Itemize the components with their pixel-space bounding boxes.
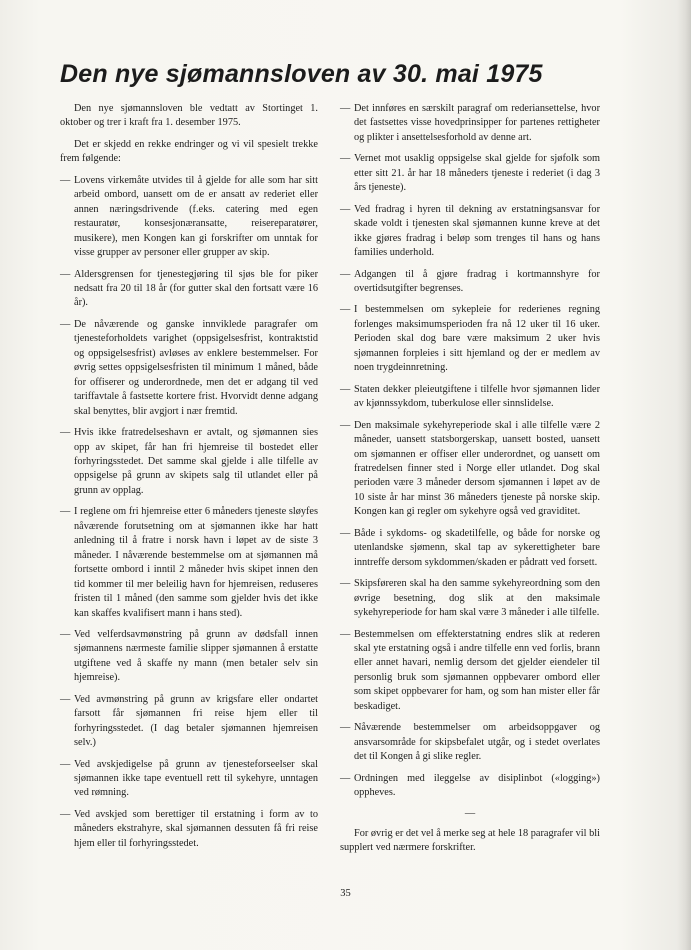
list-item xyxy=(340,203,600,261)
list-item xyxy=(340,577,600,620)
list-item-text: Ved avskjed som berettiger til erstatning i form av to måneders ekstrahyre, skal sjømannen dessuten få fri reise hjem eller til forhyringsstedet. xyxy=(74,808,318,849)
list-item-text: Skipsføreren skal ha den samme sykehyreordning som den øvrige besetning, dog slik at den maksimale sykehyreperiode for ham skal være 3 måneder i alle tilfelle. xyxy=(354,578,600,619)
dash-marker: — xyxy=(340,268,351,280)
list-item xyxy=(60,505,318,621)
list-item xyxy=(340,303,600,375)
list-item xyxy=(60,268,318,311)
list-item xyxy=(60,693,318,751)
list-item-text: Ved fradrag i hyren til dekning av erstatningsansvar for skade voldt i tjenesten skal sjømannen kunne kreve at det ikke gjøres fradrag i beløp som trenges til hans og hans families underhold. xyxy=(354,203,600,259)
list-item xyxy=(340,772,600,801)
closing-paragraph: For øvrig er det vel å merke seg at hele 18 paragrafer vil bli supplert ved nærmere forskrifter. xyxy=(340,827,600,854)
list-item xyxy=(340,383,600,412)
list-item-text: Lovens virkemåte utvides til å gjelde for alle som har sitt arbeid ombord, uansett om de er ansatt av rederiet eller annen næringsdrivende (f.eks. catering med egen restauratør, konsesjonæransatte, reisereparatører, musikere), men Kongen kan gi forskrifter om unntak for visse grupper av personer eller grupper av skip. xyxy=(74,174,318,259)
dash-marker: — xyxy=(340,103,351,114)
list-item-text: Adgangen til å gjøre fradrag i kortmannshyre for overtidsutgifter begrenses. xyxy=(354,268,600,294)
list-item-text: Nåværende bestemmelser om arbeidsoppgaver og ansvarsområde for skipsbefalet utgår, og i stedet overlates det til Kongen å gi slike regler. xyxy=(354,722,600,763)
list-item-text: Det innføres en særskilt paragraf om rederiansettelse, hvor det fastsettes visse hovedprinsipper for partenes rettigheter og plikter i ansettelsesforhold av denne art. xyxy=(354,103,600,143)
dash-marker: — xyxy=(340,722,351,734)
dash-marker: — xyxy=(60,758,71,770)
list-item xyxy=(60,426,318,498)
section-separator: — xyxy=(464,808,476,820)
dash-marker: — xyxy=(60,506,71,518)
list-item-text: Vernet mot usaklig oppsigelse skal gjelde for sjøfolk som etter sitt 21. år har 18 måneders tjeneste i rederiet (i dag 3 års tjeneste). xyxy=(354,153,600,194)
list-item-text: Ordningen med ileggelse av disiplinbot («logging») oppheves. xyxy=(354,772,600,799)
list-item xyxy=(340,152,600,195)
list-item-text: Ved velferdsavmønstring på grunn av dødsfall innen sjømannens nærmeste familie slipper sjømannen å erstatte utgiftene ved å skaffe ny mann (men betaler selv sin hjemreise). xyxy=(74,628,318,684)
dash-marker: — xyxy=(340,304,351,316)
list-item-text: I reglene om fri hjemreise etter 6 måneders tjeneste sløyfes nåværende forutsetning om at sjømannen ikke har hatt anledning til å fratre i norsk havn i løpet av de siste 3 måneder. I nåværende bestemmelse om at sjømannen må fortsette ombord i inntil 2 måneder hvis skipet innen den tid kommer til mer beleilig havn for hjemreisen, reduseres fristen til 1 måned (den samme som gjelder hvis det ikke kan skaffes kvalifisert mann i hans sted). xyxy=(74,506,318,619)
list-item xyxy=(340,268,600,297)
page-number: 35 xyxy=(340,888,351,899)
list-item-text: Ved avskjedigelse på grunn av tjenesteforseelser skal sjømannen ikke tape eventuell rett til sykehyre, unntagen ved rømning. xyxy=(74,758,318,799)
page-title: Den nye sjømannsloven av 30. mai 1975 xyxy=(60,60,543,88)
list-item-text: Ved avmønstring på grunn av krigsfare eller ondartet farsott får sjømannen fri reise hjem eller til forhyringsstedet. (I dag betaler sjømannen hjemreisen selv.) xyxy=(74,693,318,749)
list-item-text: Bestemmelsen om effekterstatning endres slik at rederen skal yte erstatning også i andre tilfelle enn ved forlis, brann eller annet havari, nemlig dersom det gjelder eiendeler til personlig bruk som sjømannen oppbevarer ombord eller som skipet oppbevarer for ham, og som han mister eller får beskadiget. xyxy=(354,628,600,712)
dash-marker: — xyxy=(340,527,351,539)
right-column xyxy=(340,102,600,863)
list-item-text: I bestemmelsen om sykepleie for rederienes regning forlenges maksimumsperioden fra nå 12 uker til 16 uker. Perioden skal dog bare være maksimum 2 uker hvis sjømannen forpleies i sitt hjemland og der er medlem av noen trygdeinnretning. xyxy=(354,304,600,374)
list-item xyxy=(340,527,600,570)
dash-marker: — xyxy=(60,427,71,439)
list-item-text: De nåværende og ganske innviklede paragrafer om tjenesteforholdets varighet (oppsigelsesfrist, kontraktstid og oppsigelsesfrist) avløses av enklere bestemmelser. For øvrig settes oppsigelsesfristen til minimum 1 måned, både for offiserer og underordnede, men det er adgang til ved tariffavtale å fastsette kortere frist. Hvorvidt denne adgang skal benyttes, blir avgjort i nær fremtid. xyxy=(74,318,318,417)
list-item-text: Både i sykdoms- og skadetilfelle, og både for norske og utenlandske sjømenn, skal tap av sykerettigheter bare inntreffe dersom sykdommen/skaden er pådratt ved forsett. xyxy=(354,527,600,568)
dash-marker: — xyxy=(340,383,351,395)
dash-marker: — xyxy=(340,203,351,215)
list-item xyxy=(340,419,600,520)
dash-marker: — xyxy=(340,153,351,165)
dash-marker: — xyxy=(340,628,351,640)
list-item xyxy=(60,318,318,419)
dash-marker: — xyxy=(60,318,71,330)
list-item-text: Staten dekker pleieutgiftene i tilfelle hvor sjømannen lider av kjønnssykdom, tuberkulose eller sinnslidelse. xyxy=(354,383,600,410)
list-item xyxy=(60,628,318,686)
list-item-text: Den maksimale sykehyreperiode skal i alle tilfelle være 2 måneder, uansett statsborgerskap, uansett bosted, uansett om sjømannen er offiser eller underordnet, og uansett om fratredelsen finner sted i Norge eller utlandet. Dog skal perioden være 3 måneder dersom sjømannen i løpet av de 10 siste år har minst 36 måneders tjeneste på norske skip. Kongen kan gi regler om sykehyre også ved graviditet. xyxy=(354,419,600,518)
list-item-text: Aldersgrensen for tjenestegjøring til sjøs ble for piker nedsatt fra 20 til 18 år (for gutter skal den fortsatt være 16 år). xyxy=(74,268,318,309)
dash-marker: — xyxy=(340,772,351,784)
list-item xyxy=(340,721,600,764)
dash-marker: — xyxy=(60,693,71,705)
list-item xyxy=(60,174,318,261)
dash-marker: — xyxy=(60,268,71,280)
dash-marker: — xyxy=(60,174,71,186)
list-item xyxy=(60,808,318,851)
list-item xyxy=(60,758,318,801)
intro-paragraph: Den nye sjømannsloven ble vedtatt av Stortinget 1. oktober og trer i kraft fra 1. desember 1975. xyxy=(60,103,318,129)
list-item xyxy=(340,628,600,715)
list-item xyxy=(340,102,600,145)
intro-paragraph: Det er skjedd en rekke endringer og vi vil spesielt trekke frem følgende: xyxy=(60,138,318,165)
dash-marker: — xyxy=(340,578,351,590)
dash-marker: — xyxy=(60,628,71,640)
list-item-text: Hvis ikke fratredelseshavn er avtalt, og sjømannen sies opp av skipet, får han fri hjemreise til bostedet eller forhyringsstedet. Det samme skal gjelde i alle tilfelle av oppsigelse på grunn av skipets salg til utlandet eller på grunn av opplag. xyxy=(74,427,318,496)
page-shadow-edge xyxy=(677,0,691,950)
left-column xyxy=(60,102,318,858)
dash-marker: — xyxy=(340,419,351,431)
dash-marker: — xyxy=(60,808,71,820)
